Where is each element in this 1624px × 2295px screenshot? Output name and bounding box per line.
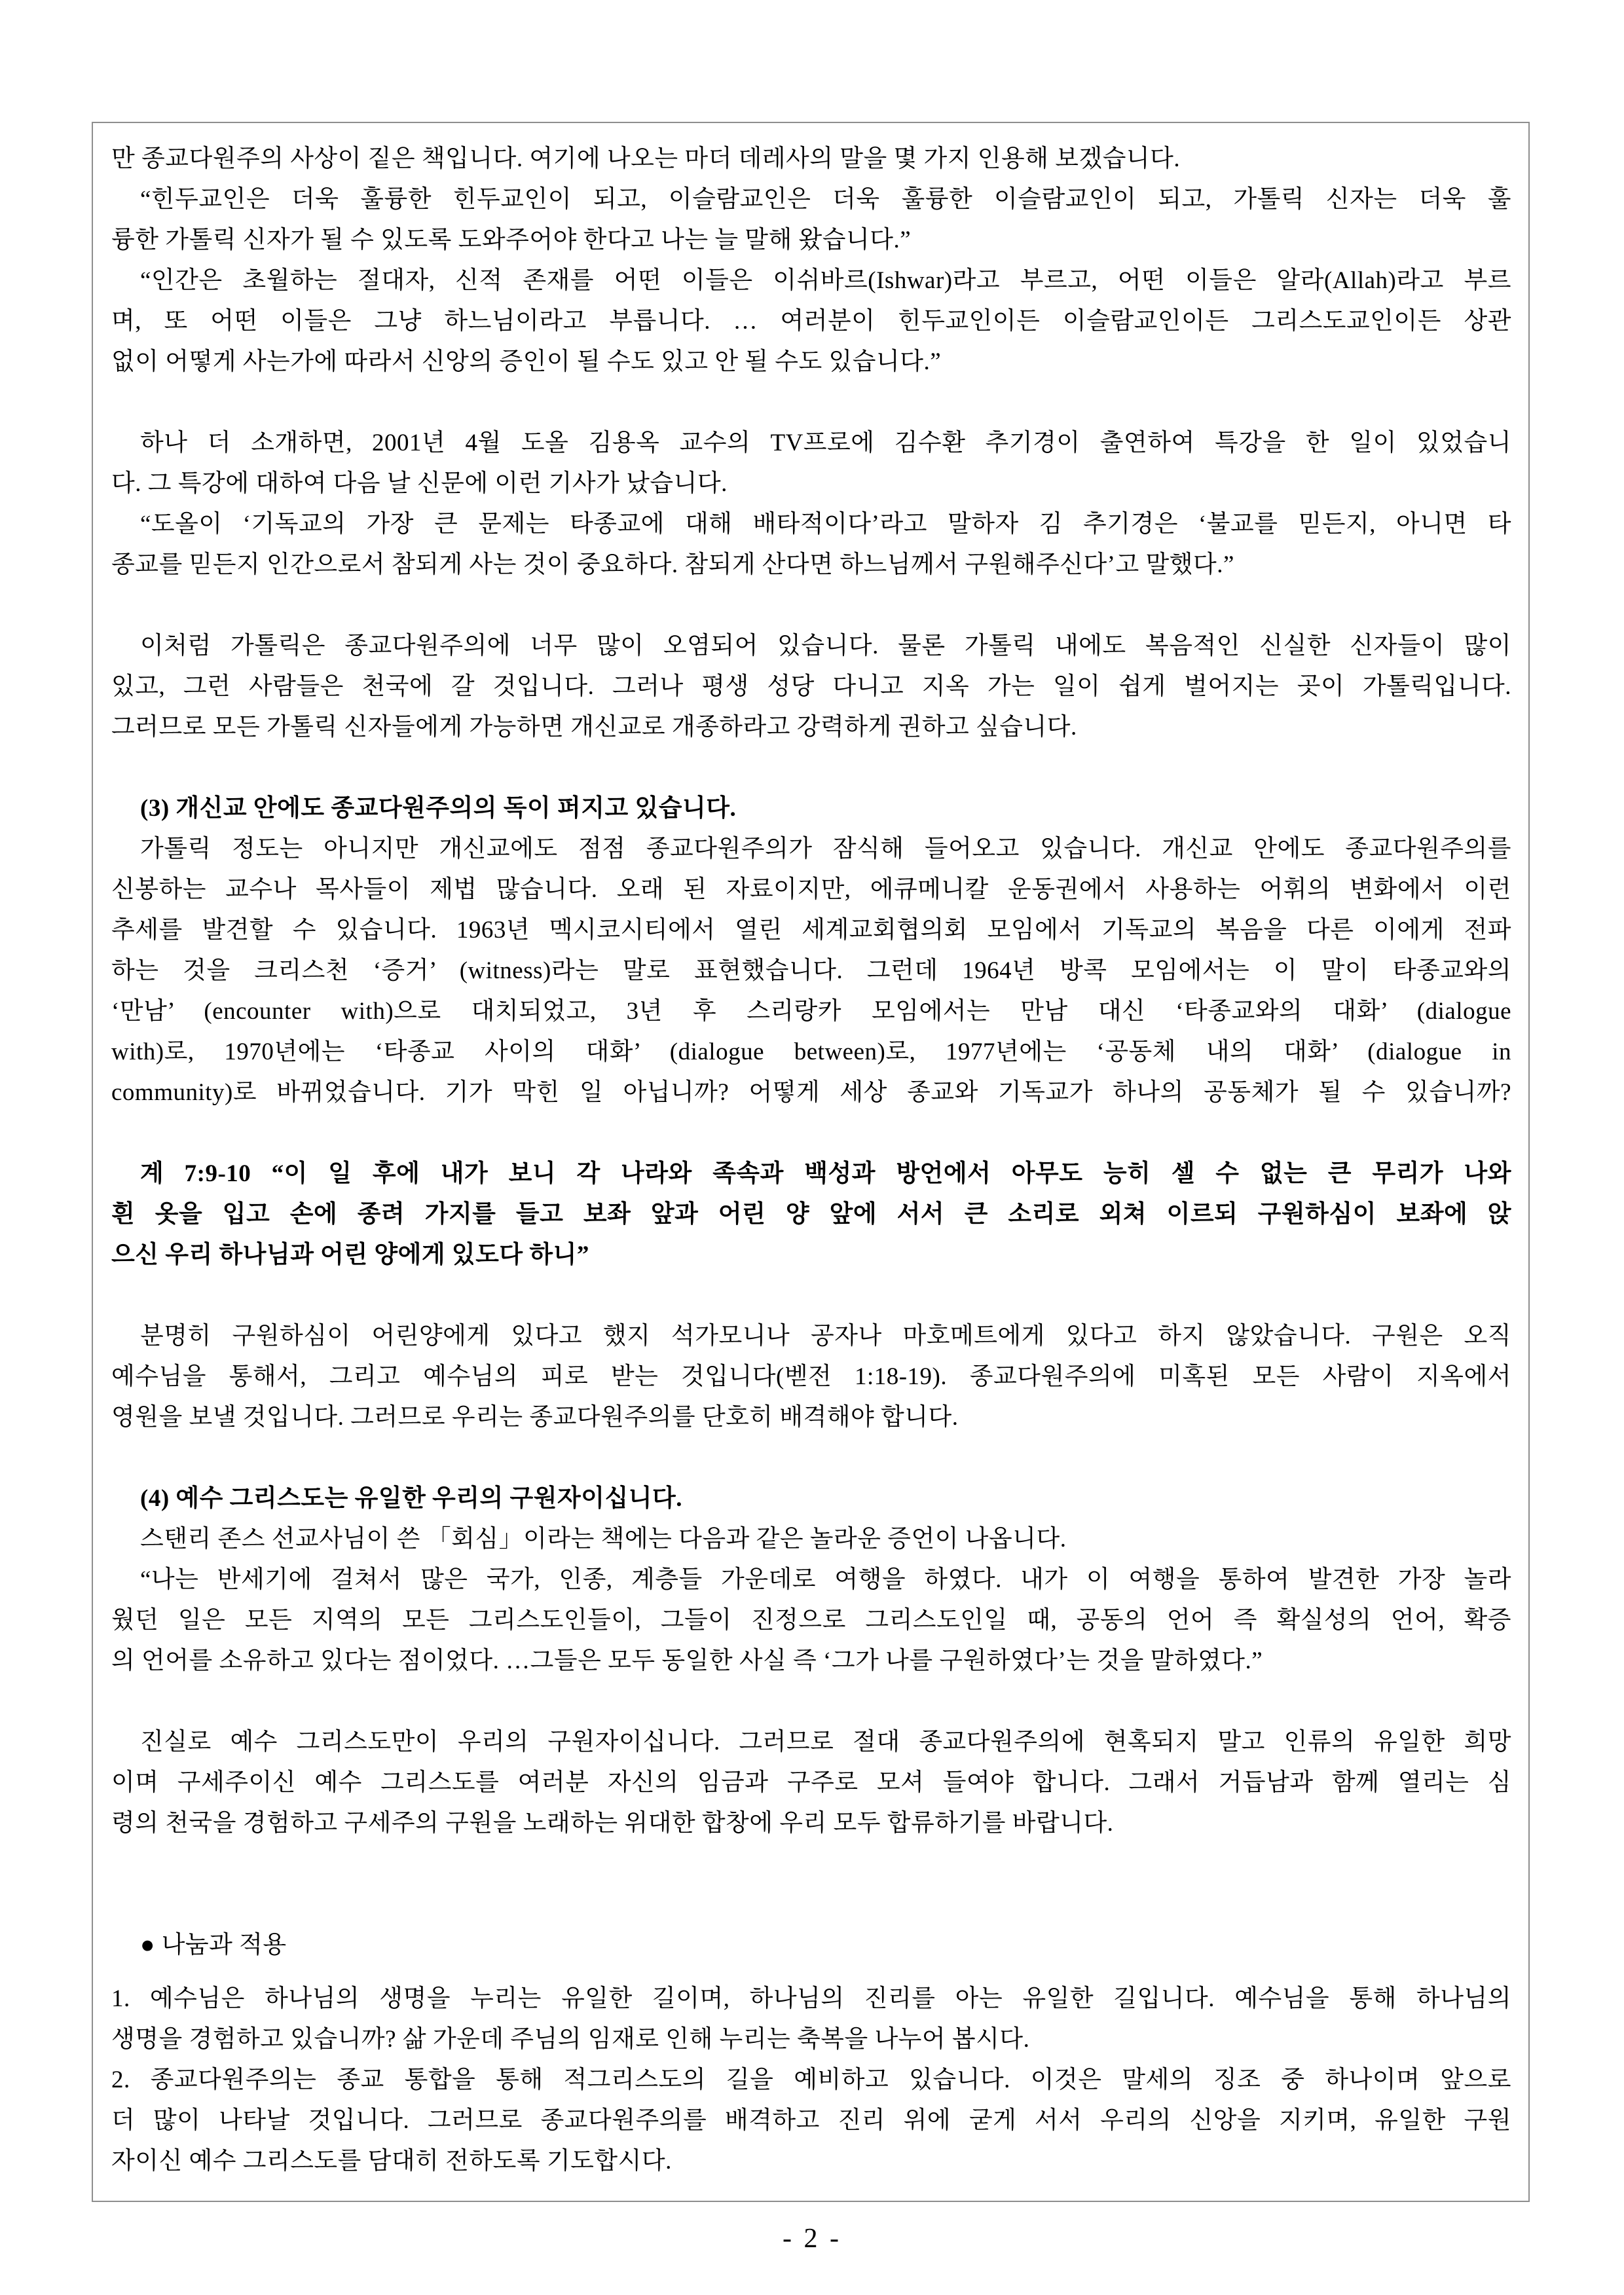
text-line: (3) 개신교 안에도 종교다원주의의 독이 퍼지고 있습니다. <box>140 795 737 822</box>
text-line: 하나 더 소개하면, 2001년 4월 도올 김용옥 교수의 TV프로에 김수환 추기경이 출연하여 특강을 한 일이 있었습니 <box>140 430 1511 456</box>
text-line: 륭한 가톨릭 신자가 될 수 있도록 도와주어야 한다고 나는 늘 말해 왔습니다.” <box>111 227 912 253</box>
text-line: ‘만남’ (encounter with)으로 대치되었고, 3년 후 스리랑카 모임에서는 만남 대신 ‘타종교와의 대화’ (dialogue <box>111 998 1511 1025</box>
blank-line <box>111 1438 1511 1478</box>
text-line: 분명히 구원하심이 어린양에게 있다고 했지 석가모니나 공자나 마호메트에게 있다고 하지 않았습니다. 구원은 오직 <box>140 1323 1511 1349</box>
text-line: 신봉하는 교수나 목사들이 제법 많습니다. 오래 된 자료이지만, 에큐메니칼 운동권에서 사용하는 어휘의 변화에서 이런 <box>111 876 1511 903</box>
text-line: 진실로 예수 그리스도만이 우리의 구원자이십니다. 그러므로 절대 종교다원주의에 현혹되지 말고 인류의 유일한 희망 <box>140 1729 1511 1755</box>
text-line: with)로, 1970년에는 ‘타종교 사이의 대화’ (dialogue between)로, 1977년에는 ‘공동체 내의 대화’ (dialogue in <box>111 1038 1511 1065</box>
text-line: 의 언어를 소유하고 있다는 점이었다. …그들은 모두 동일한 사실 즉 ‘그가 나를 구원하였다’는 것을 말하였다.” <box>111 1647 1263 1674</box>
blank-line <box>111 1276 1511 1316</box>
text-line: 흰 옷을 입고 손에 종려 가지를 들고 보좌 앞과 어린 양 앞에 서서 큰 소리로 외쳐 이르되 구원하심이 보좌에 앉 <box>111 1201 1511 1228</box>
blank-line <box>111 1844 1511 1884</box>
text-line: 추세를 발견할 수 있습니다. 1963년 멕시코시티에서 열린 세계교회협의회 모임에서 기독교의 복음을 다른 이에게 전파 <box>111 917 1511 944</box>
text-line: 1. 예수님은 하나님의 생명을 누리는 유일한 길이며, 하나님의 진리를 아는 유일한 길입니다. 예수님을 통해 하나님의 <box>111 1985 1511 2012</box>
text-line: 계 7:9-10 “이 일 후에 내가 보니 각 나라와 족속과 백성과 방언에서 아무도 능히 셀 수 없는 큰 무리가 나와 <box>140 1160 1511 1187</box>
document-border <box>92 122 1530 2202</box>
text-line: 이며 구세주이신 예수 그리스도를 여러분 자신의 임금과 구주로 모셔 들여야 합니다. 그래서 거듭남과 함께 열리는 심 <box>111 1769 1511 1796</box>
blank-line <box>111 1113 1511 1154</box>
text-line: 며, 또 어떤 이들은 그냥 하느님이라고 부릅니다. … 여러분이 힌두교인이든 이슬람교인이든 그리스도교인이든 상관 <box>111 308 1511 335</box>
text-line: 2. 종교다원주의는 종교 통합을 통해 적그리스도의 길을 예비하고 있습니다. 이것은 말세의 징조 중 하나이며 앞으로 <box>111 2066 1511 2093</box>
page-number: - 2 - <box>783 2224 841 2254</box>
blank-line <box>111 1884 1511 1925</box>
text-line: ● 나눔과 적용 <box>140 1932 287 1958</box>
text-line: 웠던 일은 모든 지역의 모든 그리스도인들이, 그들이 진정으로 그리스도인일 때, 공동의 언어 즉 확실성의 언어, 확증 <box>111 1607 1511 1634</box>
text-line: 만 종교다원주의 사상이 짙은 책입니다. 여기에 나오는 마더 데레사의 말을 몇 가지 인용해 보겠습니다. <box>111 145 1181 172</box>
text-line: 가톨릭 정도는 아니지만 개신교에도 점점 종교다원주의가 잠식해 들어오고 있습니다. 개신교 안에도 종교다원주의를 <box>140 835 1511 862</box>
text-line: (4) 예수 그리스도는 유일한 우리의 구원자이십니다. <box>140 1485 682 1512</box>
text-line: 하는 것을 크리스천 ‘증거’ (witness)라는 말로 표현했습니다. 그런데 1964년 방콕 모임에서는 이 말이 타종교와의 <box>111 957 1511 984</box>
text-line: 다. 그 특강에 대하여 다음 날 신문에 이런 기사가 났습니다. <box>111 470 728 497</box>
text-line: 생명을 경험하고 있습니까? 삶 가운데 주님의 임재로 인해 누리는 축복을 나누어 봅시다. <box>111 2026 1030 2053</box>
blank-line <box>111 585 1511 626</box>
text-line: “힌두교인은 더욱 훌륭한 힌두교인이 되고, 이슬람교인은 더욱 훌륭한 이슬람교인이 되고, 가톨릭 신자는 더욱 훌 <box>140 186 1511 213</box>
blank-line <box>111 748 1511 788</box>
text-line: “나는 반세기에 걸쳐서 많은 국가, 인종, 계층들 가운데로 여행을 하였다. 내가 이 여행을 통하여 발견한 가장 놀라 <box>140 1566 1511 1593</box>
text-line: 예수님을 통해서, 그리고 예수님의 피로 받는 것입니다(벧전 1:18-19). 종교다원주의에 미혹된 모든 사람이 지옥에서 <box>111 1363 1511 1390</box>
text-line: 있고, 그런 사람들은 천국에 갈 것입니다. 그러나 평생 성당 다니고 지옥 가는 일이 쉽게 벌어지는 곳이 가톨릭입니다. <box>111 673 1511 700</box>
text-line: 이처럼 가톨릭은 종교다원주의에 너무 많이 오염되어 있습니다. 물론 가톨릭 내에도 복음적인 신실한 신자들이 많이 <box>140 633 1511 659</box>
text-line: 자이신 예수 그리스도를 담대히 전하도록 기도합시다. <box>111 2148 672 2175</box>
text-line: 령의 천국을 경험하고 구세주의 구원을 노래하는 위대한 합창에 우리 모두 합류하기를 바랍니다. <box>111 1810 1114 1837</box>
blank-line <box>111 1681 1511 1722</box>
text-line: “도올이 ‘기독교의 가장 큰 문제는 타종교에 대해 배타적이다’라고 말하자 김 추기경은 ‘불교를 믿든지, 아니면 타 <box>140 511 1511 538</box>
blank-line <box>111 382 1511 423</box>
text-line: “인간은 초월하는 절대자, 신적 존재를 어떤 이들은 이쉬바르(Ishwar)라고 부르고, 어떤 이들은 알라(Allah)라고 부르 <box>140 267 1511 294</box>
text-line: 그러므로 모든 가톨릭 신자들에게 가능하면 개신교로 개종하라고 강력하게 권하고 싶습니다. <box>111 714 1077 741</box>
document-body <box>93 123 1528 2201</box>
text-line: 없이 어떻게 사는가에 따라서 신앙의 증인이 될 수도 있고 안 될 수도 있습니다.” <box>111 348 942 375</box>
text-line: 으신 우리 하나님과 어린 양에게 있도다 하니” <box>111 1241 589 1268</box>
text-line: 더 많이 나타날 것입니다. 그러므로 종교다원주의를 배격하고 진리 위에 굳게 서서 우리의 신앙을 지키며, 유일한 구원 <box>111 2107 1511 2134</box>
text-line: 영원을 보낼 것입니다. 그러므로 우리는 종교다원주의를 단호히 배격해야 합니다. <box>111 1404 959 1431</box>
text-line: 스탠리 존스 선교사님이 쓴 「회심」이라는 책에는 다음과 같은 놀라운 증언이 나옵니다. <box>140 1526 1067 1552</box>
text-line: community)로 바뀌었습니다. 기가 막힌 일 아닙니까? 어떻게 세상 종교와 기독교가 하나의 공동체가 될 수 있습니까? <box>111 1079 1511 1106</box>
text-line: 종교를 믿든지 인간으로서 참되게 사는 것이 중요하다. 참되게 산다면 하느님께서 구원해주신다’고 말했다.” <box>111 551 1234 578</box>
